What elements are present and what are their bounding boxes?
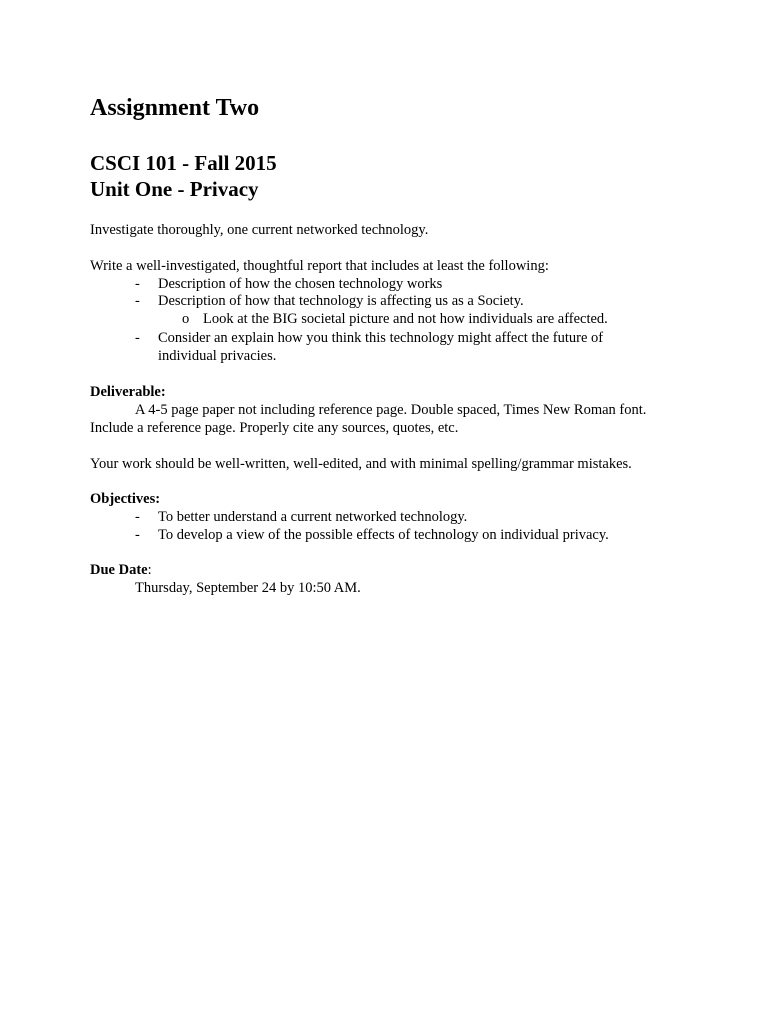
document-title: Assignment Two — [90, 95, 260, 121]
due-date-colon: : — [147, 562, 152, 578]
deliverable-line: A 4-5 page paper not including reference page. Double spaced, Times New Roman font. — [135, 402, 647, 418]
sub-list-item: Look at the BIG societal picture and not how individuals are affected. — [203, 311, 608, 327]
due-date-value: Thursday, September 24 by 10:50 AM. — [135, 580, 361, 596]
deliverable-line: Include a reference page. Properly cite any sources, quotes, etc. — [90, 420, 459, 436]
list-marker: - — [135, 330, 140, 346]
sub-list-marker: o — [182, 311, 190, 327]
objectives-heading: Objectives: — [90, 491, 161, 507]
unit-heading: Unit One - Privacy — [90, 177, 259, 201]
list-marker: - — [135, 509, 140, 525]
list-marker: - — [135, 293, 140, 309]
course-heading: CSCI 101 - Fall 2015 — [90, 151, 277, 175]
objective-item: To develop a view of the possible effects of technology on individual privacy. — [158, 527, 609, 543]
objective-item: To better understand a current networked technology. — [158, 509, 468, 525]
report-intro: Write a well-investigated, thoughtful report that includes at least the following: — [90, 258, 549, 274]
list-item: Description of how that technology is affecting us as a Society. — [158, 293, 524, 309]
due-date-label: Due Date — [90, 562, 148, 578]
due-date-heading — [90, 561, 152, 579]
quality-note: Your work should be well-written, well-edited, and with minimal spelling/grammar mistakes. — [90, 456, 632, 472]
deliverable-heading: Deliverable: — [90, 384, 166, 400]
list-marker: - — [135, 276, 140, 292]
list-item: Description of how the chosen technology works — [158, 276, 443, 292]
list-item: Consider an explain how you think this technology might affect the future of — [158, 330, 604, 346]
list-marker: - — [135, 527, 140, 543]
list-item-continuation: individual privacies. — [158, 348, 277, 364]
intro-paragraph: Investigate thoroughly, one current networked technology. — [90, 222, 429, 238]
